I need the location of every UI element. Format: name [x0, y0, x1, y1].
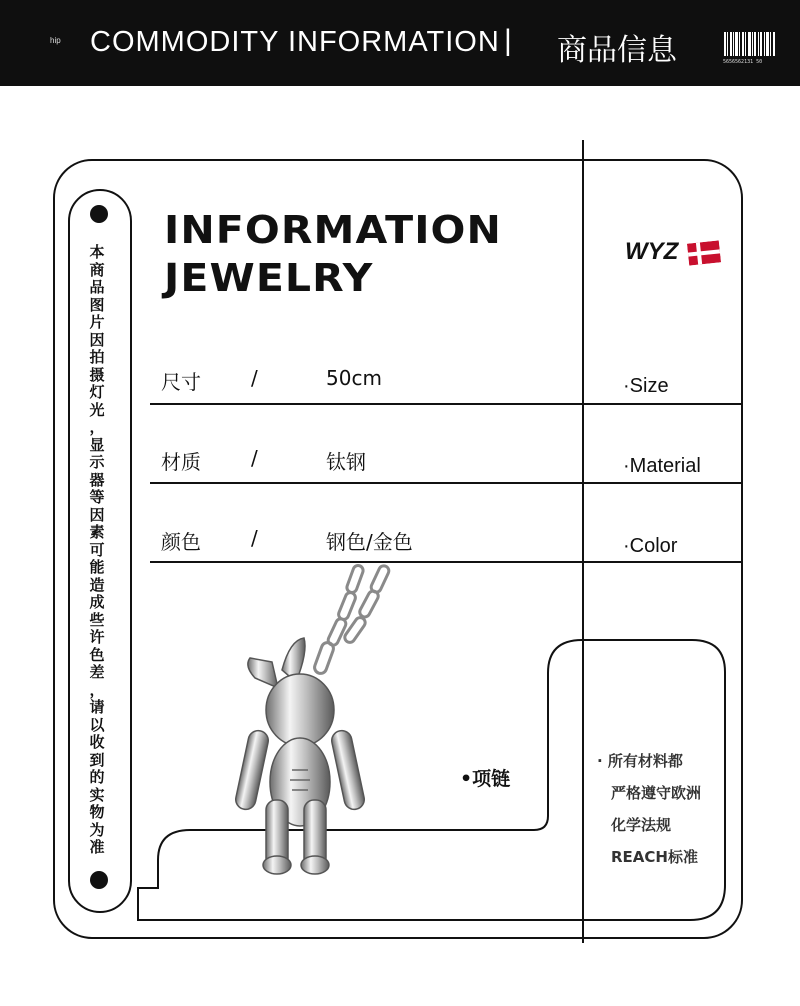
- reach-notes: [597, 745, 701, 873]
- denmark-flag-icon: [687, 240, 721, 265]
- sidebar-disclaimer-char: 图: [89, 295, 105, 314]
- sidebar-disclaimer-char: 差: [89, 663, 105, 681]
- sidebar-disclaimer-char: 许: [89, 628, 105, 646]
- header-title-cn: 商品信息: [557, 33, 677, 68]
- sidebar-disclaimer-char: ，: [89, 680, 105, 699]
- note-line-3: 化学法规: [611, 816, 672, 834]
- note-line-4: REACH标准: [611, 848, 698, 866]
- row-size-label-en: ·Size: [623, 375, 669, 397]
- sidebar-disclaimer-char: 可: [89, 540, 105, 559]
- info-title: [164, 206, 502, 302]
- info-title-line1: INFORMATION: [164, 208, 502, 252]
- sidebar-disclaimer-char: 准: [89, 838, 105, 856]
- info-title-line2: JEWELRY: [164, 256, 374, 300]
- sidebar-disclaimer-char: 示: [89, 453, 105, 471]
- sidebar-disclaimer-char: 实: [89, 785, 105, 804]
- sidebar-disclaimer-char: 的: [89, 768, 105, 786]
- sidebar-disclaimer-char: 为: [89, 820, 105, 839]
- sidebar-disclaimer-char: 色: [89, 645, 105, 664]
- header-tag: hip: [50, 36, 61, 45]
- sidebar-disclaimer-char: 素: [89, 523, 105, 541]
- sidebar-disclaimer-char: 器: [89, 470, 105, 489]
- note-line-2: 严格遵守欧洲: [611, 784, 702, 802]
- sidebar-disclaimer-char: 因: [89, 505, 105, 524]
- product-label: •项链: [460, 768, 511, 790]
- sidebar-disclaimer-char: 因: [89, 330, 105, 349]
- header-separator: |: [504, 24, 512, 57]
- sidebar-disclaimer: [82, 244, 112, 857]
- row-size-label: 尺寸: [161, 370, 201, 394]
- sidebar-disclaimer-char: 显: [89, 435, 105, 454]
- sidebar-disclaimer-char: 摄: [89, 365, 105, 384]
- sidebar-disclaimer-char: 光: [89, 400, 105, 419]
- note-line-1: · 所有材料都: [597, 752, 683, 770]
- brand-name: WYZ: [625, 238, 679, 265]
- sidebar-disclaimer-char: ，: [89, 418, 105, 436]
- sidebar-disclaimer-char: 物: [89, 803, 105, 821]
- sidebar-disclaimer-char: 成: [89, 593, 105, 611]
- header-title-en: COMMODITY INFORMATION: [90, 26, 500, 58]
- sidebar-disclaimer-char: 到: [89, 750, 105, 769]
- sidebar-disclaimer-char: 些: [89, 610, 105, 629]
- sidebar-disclaimer-char: 收: [89, 733, 105, 751]
- sidebar-disclaimer-char: 本: [89, 243, 105, 261]
- row-material-value: 钛钢: [326, 450, 366, 474]
- sidebar-disclaimer-char: 商: [89, 260, 105, 279]
- sidebar-disclaimer-char: 片: [89, 313, 105, 331]
- row-color-label-en: ·Color: [623, 535, 678, 557]
- row-size-value: 50cm: [326, 366, 382, 390]
- sidebar-disclaimer-char: 以: [89, 715, 105, 734]
- barcode-number: 5656562131 50: [723, 59, 763, 65]
- row-material-label-en: ·Material: [623, 455, 701, 477]
- sidebar-disclaimer-char: 请: [89, 698, 105, 716]
- sidebar-disclaimer-char: 造: [89, 575, 105, 594]
- pill-dot-top: [90, 205, 108, 223]
- row-material-slash: /: [251, 446, 258, 470]
- row-material-label: 材质: [161, 450, 201, 474]
- row-color-slash: /: [251, 526, 258, 550]
- sidebar-disclaimer-char: 拍: [89, 348, 105, 366]
- sidebar-disclaimer-char: 灯: [89, 383, 105, 401]
- row-color-value: 钢色/金色: [326, 530, 413, 554]
- row-color-label: 颜色: [161, 530, 201, 554]
- sidebar-disclaimer-char: 品: [89, 278, 105, 296]
- rabbit-pendant-image: [200, 560, 420, 890]
- row-size-slash: /: [251, 366, 258, 390]
- pill-dot-bottom: [90, 871, 108, 889]
- sidebar-disclaimer-char: 能: [89, 558, 105, 576]
- sidebar-disclaimer-char: 等: [89, 488, 105, 506]
